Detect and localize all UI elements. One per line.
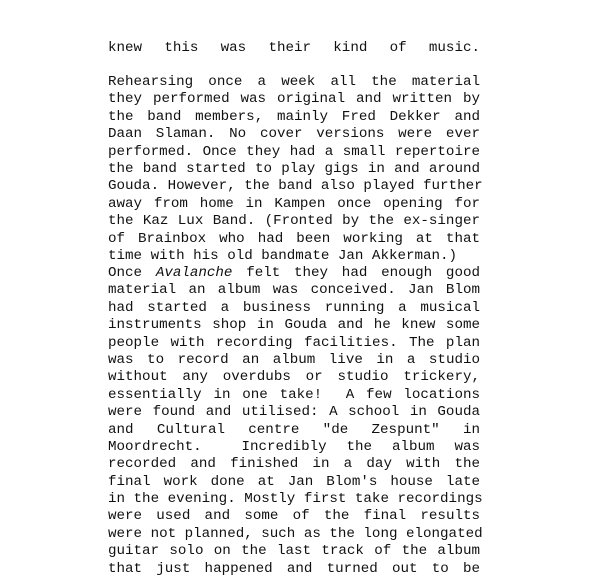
text-line: the band members, mainly Fred Dekker and — [108, 108, 480, 125]
text-line: that just happened and turned out to be — [108, 560, 480, 577]
text-line: knew this was their kind of music. — [108, 40, 480, 56]
text-line: Rehearsing once a week all the material — [108, 74, 480, 90]
text-line: performed. Once they had a small repertoire — [108, 143, 480, 160]
text-line: the band started to play gigs in and around — [108, 160, 480, 177]
text-line: were not planned, such as the long elongated — [108, 525, 483, 542]
line-suffix: felt they had enough good — [232, 265, 480, 281]
line-prefix: Once — [108, 265, 156, 281]
text-line: without any overdubs or studio trickery, — [108, 369, 480, 386]
text-line: essentially in one take! A few locations — [108, 386, 480, 403]
paragraph-1 — [108, 40, 480, 57]
text-line: recorded and finished in a day with the — [108, 456, 480, 473]
text-line: Daan Slaman. No cover versions were ever — [108, 126, 480, 143]
text-line: and Cultural centre "de Zespunt" in — [108, 421, 480, 438]
paragraph-2 — [108, 74, 483, 265]
text-line: they performed was original and written by — [108, 91, 480, 108]
text-line: instruments shop in Gouda and he knew some — [108, 317, 480, 334]
text-line: were used and some of the final results — [108, 508, 480, 525]
text-line: was to record an album live in a studio — [108, 351, 480, 368]
text-line: guitar solo on the last track of the album — [108, 543, 480, 560]
text-line: Gouda. However, the band also played further — [108, 178, 483, 195]
text-line: had started a business running a musical — [108, 299, 480, 316]
text-line: in the evening. Mostly first take recordings — [108, 491, 483, 508]
text-line: of Brainbox who had been working at that — [108, 230, 480, 247]
paragraph-3 — [108, 265, 483, 578]
text-line: the Kaz Lux Band. (Fronted by the ex-singer — [108, 213, 480, 230]
band-name-emphasis: Avalanche — [155, 265, 233, 281]
text-line: final work done at Jan Blom's house late — [108, 473, 480, 490]
text-line: time with his old bandmate Jan Akkerman.) — [108, 247, 458, 264]
text-line: away from home in Kampen once opening for — [108, 195, 480, 212]
text-line: people with recording facilities. The plan — [108, 334, 480, 351]
text-line: were found and utilised: A school in Gouda — [108, 404, 480, 421]
text-line-with-emphasis — [108, 265, 480, 282]
text-line: Moordrecht. Incredibly the album was — [108, 438, 480, 455]
text-line: material an album was conceived. Jan Blom — [108, 282, 480, 299]
